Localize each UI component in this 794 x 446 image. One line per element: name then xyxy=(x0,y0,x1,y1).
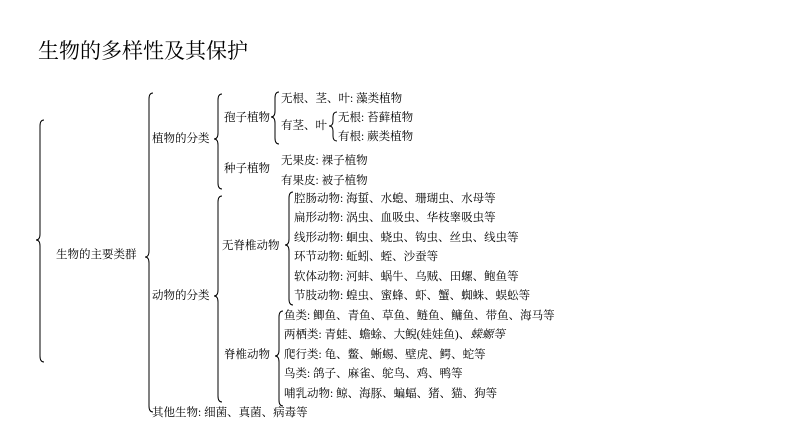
angiosperm-item: 有果皮: 被子植物 xyxy=(281,175,368,187)
fern-item: 有根: 蕨类植物 xyxy=(338,131,414,143)
list-item: 环节动物: 蚯蚓、蛭、沙蚕等 xyxy=(294,251,439,263)
algae-item: 无根、茎、叶: 藻类植物 xyxy=(281,93,403,105)
other-organisms-item: 其他生物: 细菌、真菌、病毒等 xyxy=(152,407,308,419)
list-item: 扁形动物: 涡虫、血吸虫、华枝睾吸虫等 xyxy=(294,212,496,224)
list-item: 鸟类: 鸽子、麻雀、鸵鸟、鸡、鸭等 xyxy=(284,368,463,380)
moss-item: 无根: 苔藓植物 xyxy=(338,112,414,124)
gymnosperm-item: 无果皮: 裸子植物 xyxy=(281,155,368,167)
amphibian-text: 两栖类: 青蛙、蟾蜍、大鲵(娃娃鱼)、 xyxy=(284,329,471,341)
stem-leaf-label: 有茎、叶 xyxy=(281,120,327,132)
stem-leaf-bracket xyxy=(329,112,337,141)
amphibian-item xyxy=(284,328,505,342)
list-item: 节肢动物: 蝗虫、蜜蜂、虾、蟹、蜘蛛、蜈蚣等 xyxy=(294,290,531,302)
spore-bracket xyxy=(271,92,279,144)
page-title: 生物的多样性及其保护 xyxy=(38,39,248,63)
list-item: 鱼类: 鲫鱼、青鱼、草鱼、鲢鱼、鳙鱼、带鱼、海马等 xyxy=(284,310,555,322)
list-item: 爬行类: 龟、鳖、蜥蜴、壁虎、鳄、蛇等 xyxy=(284,349,486,361)
root-label: 生物的主要类群 xyxy=(56,249,137,261)
animals-label: 动物的分类 xyxy=(152,290,210,302)
plants-bracket xyxy=(214,94,222,189)
list-item: 哺乳动物: 鲸、海豚、蝙蝠、猪、猫、狗等 xyxy=(284,388,498,400)
seed-plants-label: 种子植物 xyxy=(224,163,270,175)
spore-plants-label: 孢子植物 xyxy=(224,112,270,124)
vertebrates-label: 脊椎动物 xyxy=(224,349,270,361)
vertebrates-bracket xyxy=(275,311,283,406)
amphibian-tail-text: 蝾螈等 xyxy=(470,329,505,341)
list-item: 软体动物: 河蚌、蜗牛、乌贼、田螺、鲍鱼等 xyxy=(294,271,519,283)
invertebrates-label: 无脊椎动物 xyxy=(222,240,280,252)
root-bracket xyxy=(36,120,44,362)
list-item: 腔肠动物: 海蜇、水螅、珊瑚虫、水母等 xyxy=(294,193,496,205)
animals-bracket xyxy=(214,196,222,402)
plants-label: 植物的分类 xyxy=(152,133,210,145)
invertebrates-bracket xyxy=(285,192,293,305)
list-item: 线形动物: 蛔虫、蛲虫、钩虫、丝虫、线虫等 xyxy=(294,232,519,244)
